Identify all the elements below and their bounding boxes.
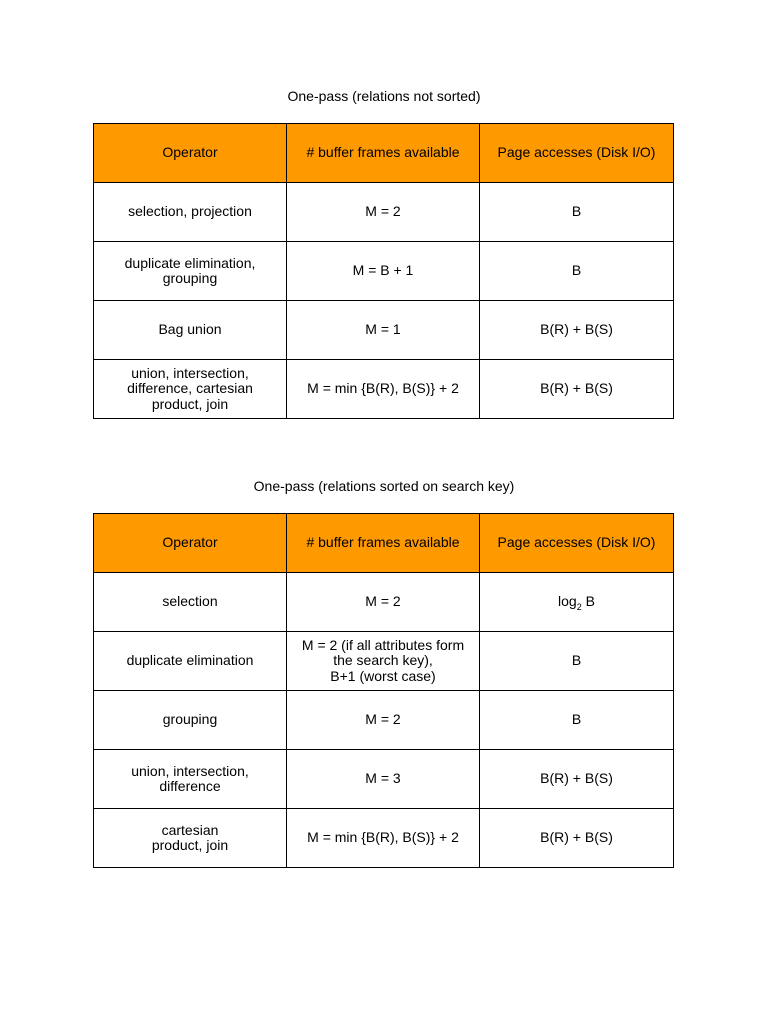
- operator-cell: cartesian product, join: [94, 809, 287, 868]
- operator-cell: Bag union: [94, 301, 287, 360]
- table-row: [94, 691, 674, 750]
- table1-caption: One-pass (relations not sorted): [287, 88, 481, 104]
- operator-cell: selection: [94, 573, 287, 632]
- header-operator: Operator: [94, 124, 287, 183]
- table-row: [94, 632, 674, 691]
- page-accesses-cell: B(R) + B(S): [480, 360, 674, 419]
- header-buffer-frames: # buffer frames available: [287, 514, 480, 573]
- log-label: log: [558, 593, 577, 610]
- header-page-accesses: Page accesses (Disk I/O): [480, 514, 674, 573]
- page-accesses-cell: B(R) + B(S): [480, 301, 674, 360]
- page-accesses-cell: B(R) + B(S): [480, 750, 674, 809]
- table-row: [94, 750, 674, 809]
- log-base: 2: [576, 602, 582, 613]
- table-row: [94, 809, 674, 868]
- buffer-frames-cell: M = 2: [287, 183, 480, 242]
- table-row: [94, 573, 674, 632]
- header-buffer-frames: # buffer frames available: [287, 124, 480, 183]
- buffer-frames-cell: M = min {B(R), B(S)} + 2: [287, 809, 480, 868]
- page-accesses-cell: B: [480, 242, 674, 301]
- buffer-frames-cell: M = 2: [287, 573, 480, 632]
- table2-caption: One-pass (relations sorted on search key): [253, 478, 515, 494]
- buffer-frames-cell: M = B + 1: [287, 242, 480, 301]
- page-accesses-cell: B: [480, 183, 674, 242]
- buffer-frames-cell: M = 2 (if all attributes form the search key), B+1 (worst case): [287, 632, 480, 691]
- table-header-row: [94, 514, 674, 573]
- table-header-row: [94, 124, 674, 183]
- page-accesses-cell: B: [480, 632, 674, 691]
- table-row: [94, 301, 674, 360]
- page-accesses-cell: B(R) + B(S): [480, 809, 674, 868]
- header-operator: Operator: [94, 514, 287, 573]
- buffer-frames-cell: M = min {B(R), B(S)} + 2: [287, 360, 480, 419]
- header-page-accesses: Page accesses (Disk I/O): [480, 124, 674, 183]
- operator-cell: union, intersection, difference: [94, 750, 287, 809]
- table-row: [94, 183, 674, 242]
- buffer-frames-cell: M = 3: [287, 750, 480, 809]
- page-accesses-cell: [480, 573, 674, 632]
- table-row: [94, 242, 674, 301]
- log-argument: B: [581, 593, 595, 610]
- operator-cell: selection, projection: [94, 183, 287, 242]
- operator-cell: duplicate elimination: [94, 632, 287, 691]
- operator-cell: grouping: [94, 691, 287, 750]
- page-accesses-cell: B: [480, 691, 674, 750]
- operator-cell: union, intersection, difference, cartesian product, join: [94, 360, 287, 419]
- table-one-pass-unsorted: [93, 123, 674, 419]
- buffer-frames-cell: M = 2: [287, 691, 480, 750]
- operator-cell: duplicate elimination, grouping: [94, 242, 287, 301]
- table-one-pass-sorted: [93, 513, 674, 868]
- table-row: [94, 360, 674, 419]
- buffer-frames-cell: M = 1: [287, 301, 480, 360]
